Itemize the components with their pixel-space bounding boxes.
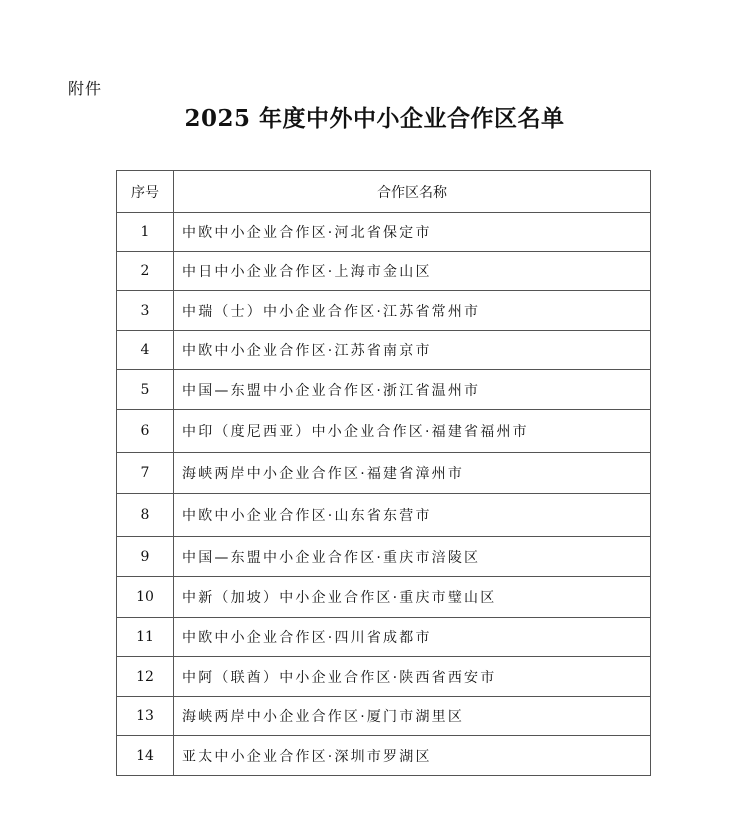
row-number: 9: [117, 537, 174, 577]
row-number: 3: [117, 291, 174, 331]
table-row: [117, 370, 651, 410]
table-row: [117, 410, 651, 453]
cooperation-zone-table: [116, 170, 651, 776]
zone-name: 中国—东盟中小企业合作区·浙江省温州市: [174, 370, 651, 410]
row-number: 6: [117, 410, 174, 453]
attachment-label: 附件: [68, 79, 103, 98]
table-row: [117, 736, 651, 776]
table-row: [117, 618, 651, 657]
zone-name: 中新（加坡）中小企业合作区·重庆市璧山区: [174, 577, 651, 618]
header-serial-number: 序号: [117, 171, 174, 213]
zone-name: 中欧中小企业合作区·江苏省南京市: [174, 331, 651, 370]
header-zone-name: 合作区名称: [174, 171, 651, 213]
row-number: 14: [117, 736, 174, 776]
zone-name: 中日中小企业合作区·上海市金山区: [174, 252, 651, 291]
row-number: 7: [117, 453, 174, 494]
row-number: 10: [117, 577, 174, 618]
table-row: [117, 252, 651, 291]
row-number: 5: [117, 370, 174, 410]
zone-name: 中阿（联酋）中小企业合作区·陕西省西安市: [174, 657, 651, 697]
zone-name: 海峡两岸中小企业合作区·厦门市湖里区: [174, 697, 651, 736]
table-row: [117, 657, 651, 697]
zone-name: 亚太中小企业合作区·深圳市罗湖区: [174, 736, 651, 776]
row-number: 8: [117, 494, 174, 537]
table-row: [117, 537, 651, 577]
table-row: [117, 291, 651, 331]
table-row: [117, 577, 651, 618]
table-row: [117, 494, 651, 537]
zone-name: 中欧中小企业合作区·河北省保定市: [174, 213, 651, 252]
table-row: [117, 697, 651, 736]
zone-name: 中欧中小企业合作区·山东省东营市: [174, 494, 651, 537]
row-number: 1: [117, 213, 174, 252]
zone-name: 中印（度尼西亚）中小企业合作区·福建省福州市: [174, 410, 651, 453]
zone-name: 海峡两岸中小企业合作区·福建省漳州市: [174, 453, 651, 494]
zone-name: 中国—东盟中小企业合作区·重庆市涪陵区: [174, 537, 651, 577]
row-number: 2: [117, 252, 174, 291]
table-header-row: [117, 171, 651, 213]
table-row: [117, 213, 651, 252]
zone-name: 中瑞（士）中小企业合作区·江苏省常州市: [174, 291, 651, 331]
zone-name: 中欧中小企业合作区·四川省成都市: [174, 618, 651, 657]
table-row: [117, 453, 651, 494]
row-number: 4: [117, 331, 174, 370]
table-row: [117, 331, 651, 370]
document-title: 2025 年度中外中小企业合作区名单: [184, 105, 565, 132]
row-number: 12: [117, 657, 174, 697]
row-number: 11: [117, 618, 174, 657]
row-number: 13: [117, 697, 174, 736]
